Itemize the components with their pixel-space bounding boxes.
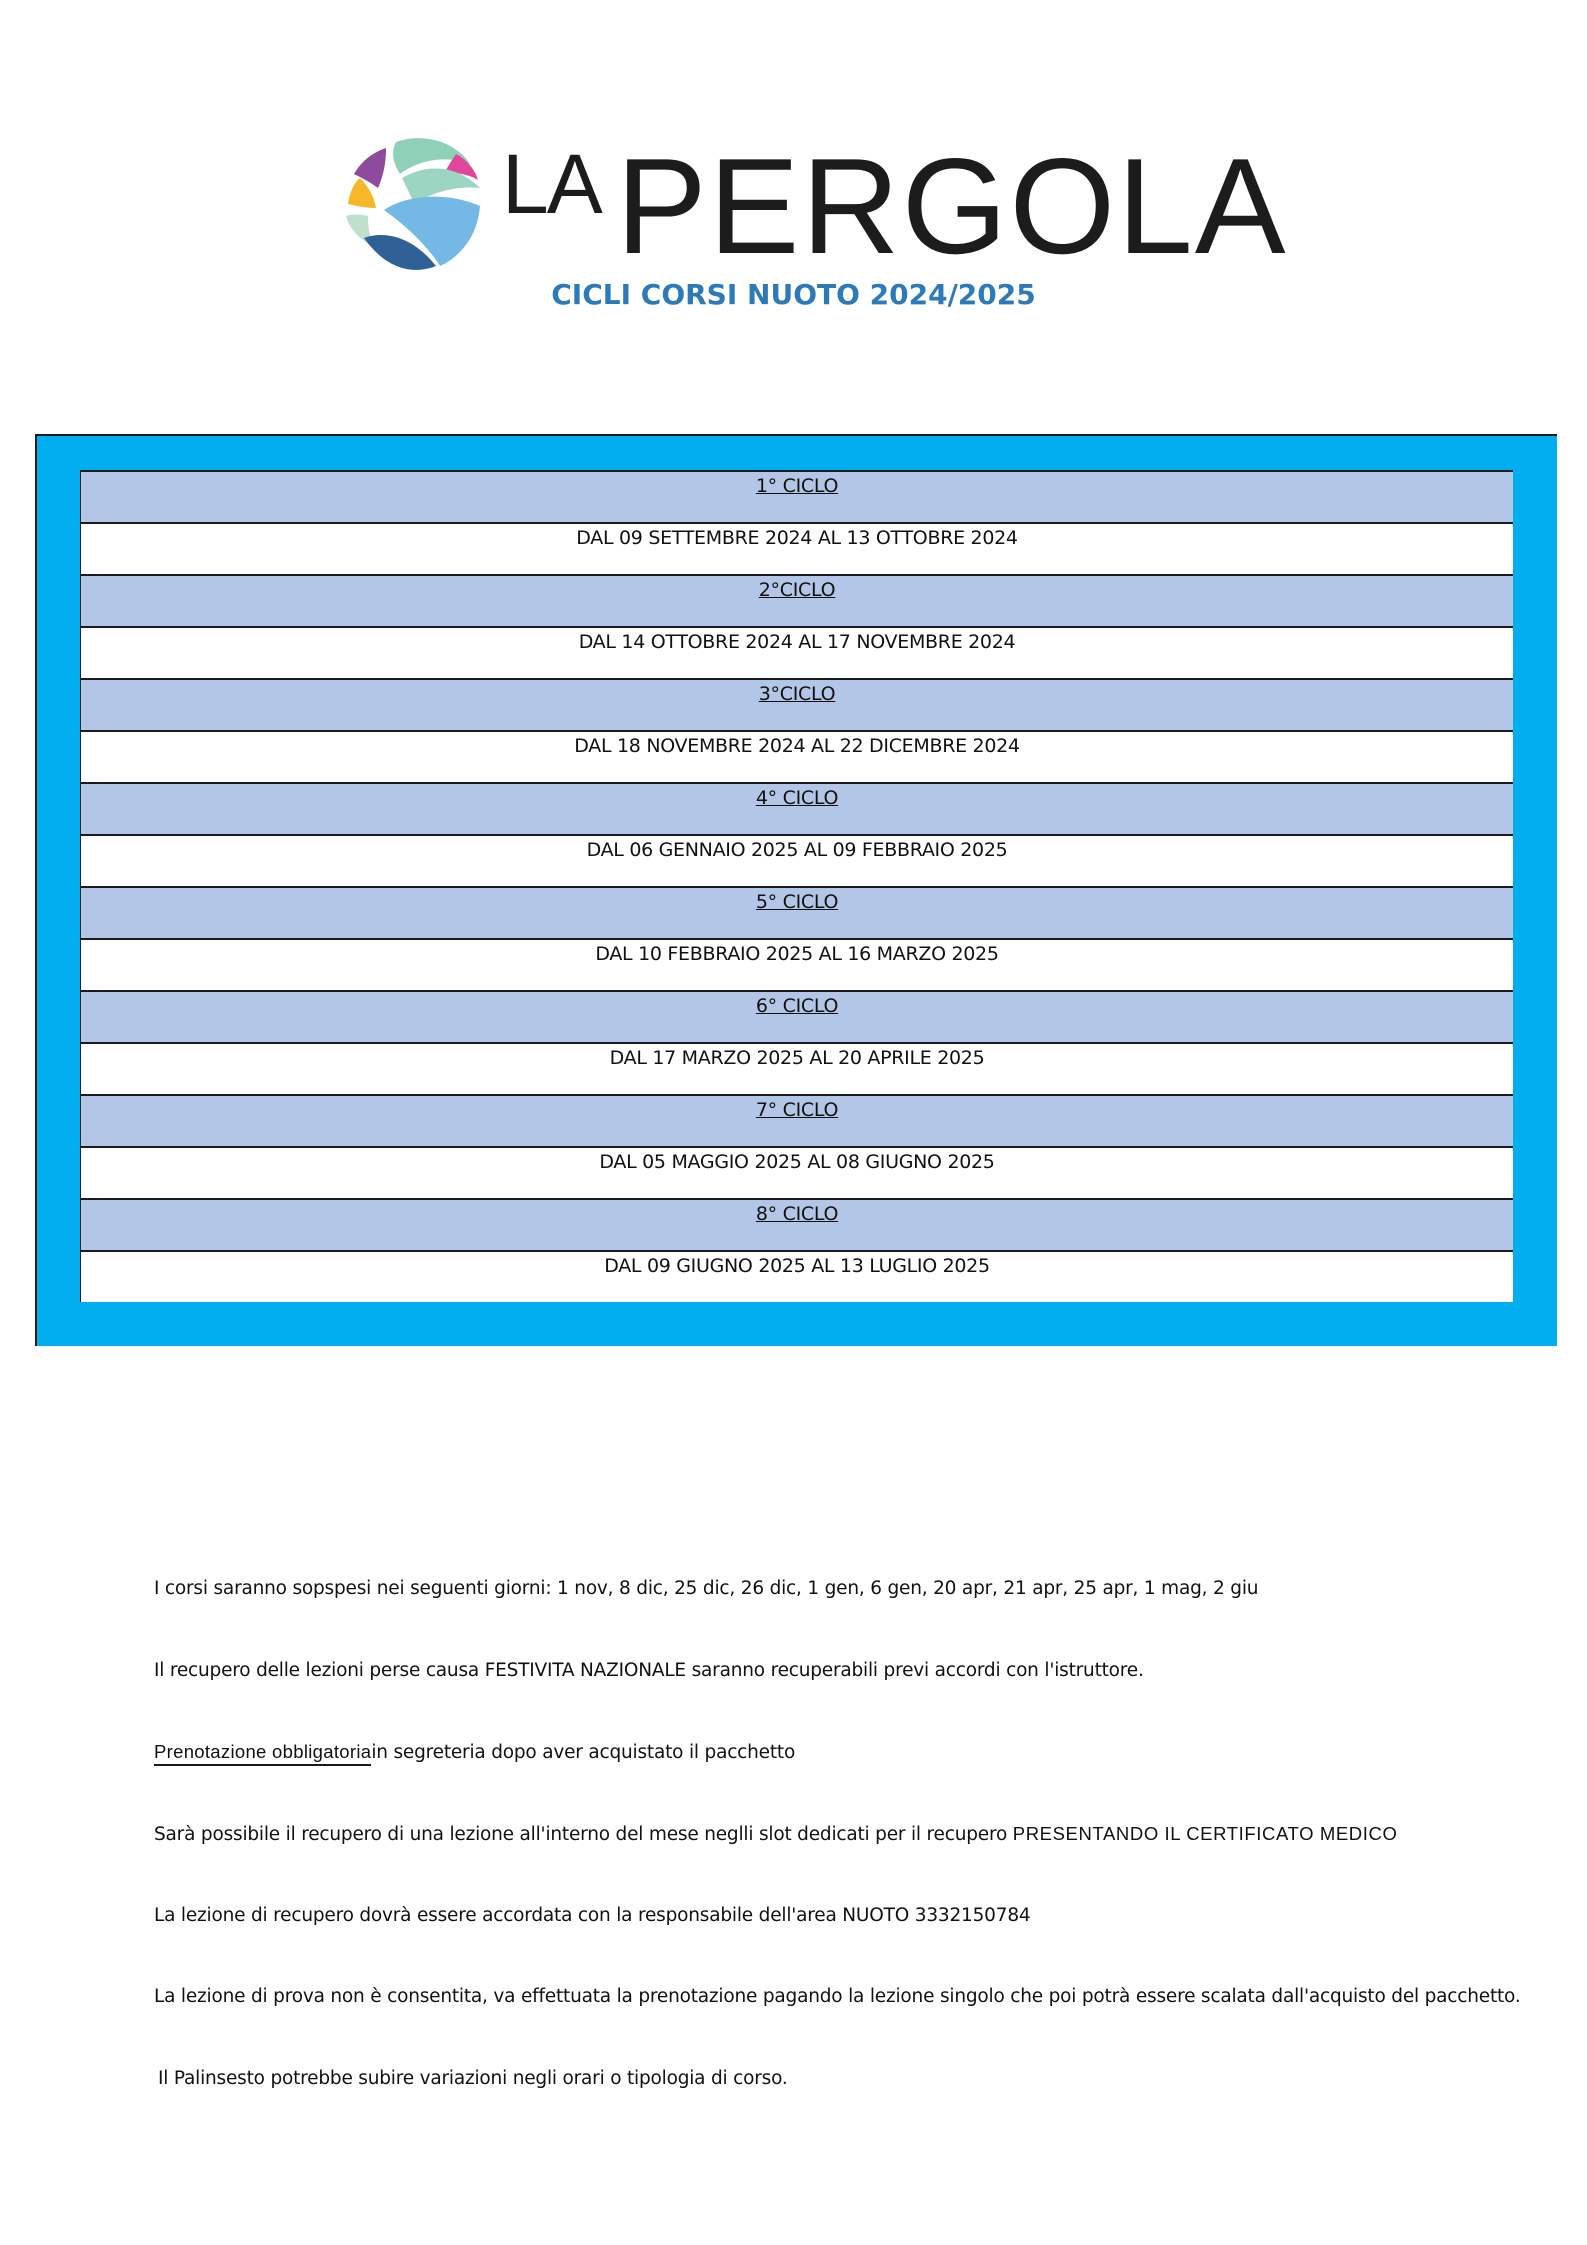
cycle-dates-row: [81, 1250, 1513, 1302]
cycle-label: 6° CICLO: [755, 995, 839, 1017]
medical-certificate-text: PRESENTANDO IL CERTIFICATO MEDICO: [1012, 1823, 1398, 1844]
cycle-label: 1° CICLO: [755, 475, 839, 497]
cycle-dates-row: [81, 626, 1513, 678]
cycle-label: 4° CICLO: [755, 787, 839, 809]
cycle-label: 2°CICLO: [758, 579, 836, 601]
booking-text: in segreteria dopo aver acquistato il pacchetto: [371, 1742, 796, 1763]
page-title: CICLI CORSI NUOTO 2024/2025: [551, 278, 1036, 311]
cycle-dates: DAL 10 FEBBRAIO 2025 AL 16 MARZO 2025: [595, 943, 999, 965]
note-booking: [154, 1741, 795, 1763]
cycle-header-row: [81, 1094, 1513, 1146]
cycle-dates: DAL 05 MAGGIO 2025 AL 08 GIUGNO 2025: [599, 1151, 995, 1173]
cycle-label: 8° CICLO: [755, 1203, 839, 1225]
note-schedule-change: Il Palinsesto potrebbe subire variazioni negli orari o tipologia di corso.: [158, 2068, 788, 2089]
note-trial-lesson: La lezione di prova non è consentita, va effettuata la prenotazione pagando la lezione singolo che poi potrà essere scalata dall'acquisto del pacchetto.: [154, 1986, 1521, 2007]
cycle-dates-row: [81, 1146, 1513, 1198]
cycle-dates-row: [81, 522, 1513, 574]
note-medical-recovery: [154, 1823, 1397, 1845]
cycle-dates: DAL 09 GIUGNO 2025 AL 13 LUGLIO 2025: [604, 1255, 990, 1277]
cycle-dates: DAL 14 OTTOBRE 2024 AL 17 NOVEMBRE 2024: [578, 631, 1016, 653]
booking-required-link[interactable]: Prenotazione obbligatoria: [154, 1741, 371, 1766]
cycle-label: 7° CICLO: [755, 1099, 839, 1121]
cycle-header-row: [81, 1198, 1513, 1250]
cycle-dates: DAL 17 MARZO 2025 AL 20 APRILE 2025: [609, 1047, 985, 1069]
cycle-dates-row: [81, 1042, 1513, 1094]
logo-mark-icon: [344, 134, 484, 274]
cycle-dates: DAL 09 SETTEMBRE 2024 AL 13 OTTOBRE 2024: [576, 527, 1018, 549]
logo: [344, 130, 1288, 282]
cycle-dates: DAL 18 NOVEMBRE 2024 AL 22 DICEMBRE 2024: [574, 735, 1020, 757]
cycle-header-row: [81, 574, 1513, 626]
logo-name: PERGOLA: [616, 130, 1288, 282]
cycle-dates-row: [81, 938, 1513, 990]
cycles-table: [80, 470, 1513, 1302]
cycle-label: 5° CICLO: [755, 891, 839, 913]
note-holiday-recovery: Il recupero delle lezioni perse causa FESTIVITA NAZIONALE saranno recuperabili previ accordi con l'istruttore.: [154, 1660, 1144, 1681]
cycle-header-row: [81, 782, 1513, 834]
medical-recovery-text: Sarà possibile il recupero di una lezione all'interno del mese neglli slot dedicati per il recupero: [154, 1824, 1013, 1845]
cycle-header-row: [81, 678, 1513, 730]
note-recovery-contact: La lezione di recupero dovrà essere accordata con la responsabile dell'area NUOTO 3332150784: [154, 1905, 1031, 1926]
cycle-dates: DAL 06 GENNAIO 2025 AL 09 FEBBRAIO 2025: [586, 839, 1008, 861]
cycle-dates-row: [81, 730, 1513, 782]
cycle-dates-row: [81, 834, 1513, 886]
note-suspended-days: I corsi saranno sopspesi nei seguenti giorni: 1 nov, 8 dic, 25 dic, 26 dic, 1 gen, 6 gen, 20 apr, 21 apr, 25 apr, 1 mag, 2 giu: [154, 1578, 1259, 1599]
cycle-header-row: [81, 886, 1513, 938]
cycle-header-row: [81, 990, 1513, 1042]
logo-prefix: LA: [502, 137, 601, 231]
cycle-header-row: [81, 470, 1513, 522]
cycle-label: 3°CICLO: [758, 683, 836, 705]
